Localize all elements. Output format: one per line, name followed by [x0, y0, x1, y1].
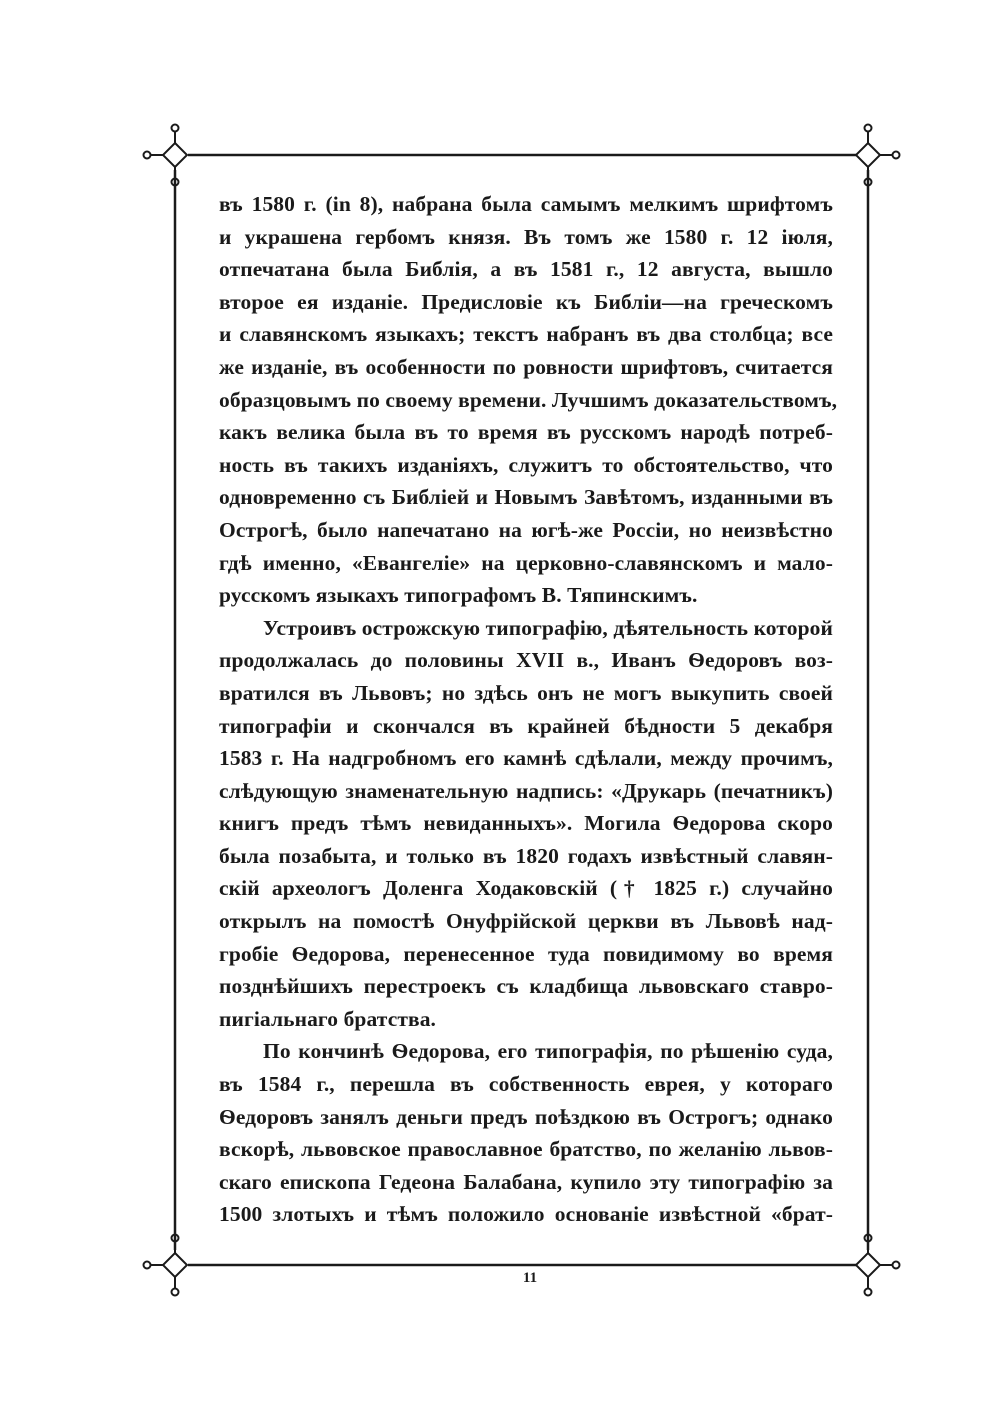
text-line: русскомъ языкахъ типографомъ В. Тяпинскимъ. — [219, 583, 698, 608]
text-line: позднѣйшихъ перестроекъ съ кладбища львовскаго ставро- — [219, 974, 833, 999]
text-line: въ 1584 г., перешла въ собственность еврея, у котораго — [219, 1072, 833, 1097]
text-line: 1500 злотыхъ и тѣмъ положило основаніе извѣстной «брат- — [219, 1202, 833, 1227]
text-line: слѣдующую знаменательную надпись: «Друкарь (печатникъ) — [219, 778, 833, 803]
text-line: пигіальнаго братства. — [219, 1006, 437, 1031]
text-line: Острогѣ, было напечатано на югѣ-же Россіи, но неизвѣстно — [219, 517, 833, 542]
paragraph-1 — [219, 188, 838, 612]
fleuron-corner-icon — [144, 125, 188, 186]
text-line: вратился въ Львовъ; но здѣсь онъ не могъ выкупить своей — [219, 680, 833, 705]
fleuron-corner-icon — [144, 1235, 188, 1296]
text-line: одновременно съ Библіей и Новымъ Завѣтомъ, изданными въ — [219, 485, 833, 510]
body-text — [219, 188, 838, 1231]
text-line: была позабыта, и только въ 1820 годахъ извѣстный славян- — [219, 843, 833, 868]
fleuron-corner-icon — [856, 1235, 900, 1296]
text-line: образцовымъ по своему времени. Лучшимъ доказательствомъ, — [219, 387, 838, 412]
text-line: второе ея изданіе. Предисловіе къ Библіи—на греческомъ — [219, 289, 833, 314]
text-line: скаго епископа Гедеона Балабана, купило эту типографію за — [219, 1169, 833, 1194]
text-line: гдѣ именно, «Евангеліе» на церковно-славянскомъ и мало- — [219, 550, 833, 575]
page-number: 11 — [522, 1270, 538, 1286]
text-line: типографіи и скончался въ крайней бѣдности 5 декабря — [219, 713, 833, 738]
paragraph-2 — [219, 612, 833, 1036]
text-line: и украшена гербомъ князя. Въ томъ же 1580 г. 12 іюля, — [219, 224, 833, 249]
text-line: ность въ такихъ изданіяхъ, служитъ то обстоятельство, что — [219, 452, 833, 477]
text-line: 1583 г. На надгробномъ его камнѣ сдѣлали, между прочимъ, — [219, 746, 833, 771]
text-line: отпечатана была Библія, а въ 1581 г., 12 августа, вышло — [219, 257, 833, 282]
text-line: въ 1580 г. (in 8), набрана была самымъ мелкимъ шрифтомъ — [219, 192, 833, 216]
text-line: открылъ на помостѣ Онуфрійской церкви въ Львовѣ над- — [219, 909, 833, 934]
text-line: вскорѣ, львовское православное братство, по желанію львов- — [219, 1137, 833, 1162]
fleuron-corner-icon — [856, 125, 900, 186]
paragraph-3 — [219, 1035, 833, 1231]
text-line: же изданіе, въ особенности по ровности шрифтовъ, считается — [219, 354, 833, 379]
text-line: Устроивъ острожскую типографію, дѣятельность которой — [263, 615, 833, 640]
text-line: гробіе Ѳедорова, перенесенное туда повидимому во время — [219, 941, 833, 966]
text-line: книгъ предъ тѣмъ невиданныхъ». Могила Ѳедорова скоро — [219, 811, 833, 836]
text-line: и славянскомъ языкахъ; текстъ набранъ въ два столбца; все — [219, 322, 833, 347]
text-line: скій археологъ Доленга Ходаковскій († 1825 г.) случайно — [219, 876, 833, 901]
text-line: какъ велика была въ то время въ русскомъ народѣ потреб- — [219, 420, 833, 445]
text-line: По кончинѣ Ѳедорова, его типографія, по рѣшенію суда, — [263, 1039, 833, 1064]
text-line: продолжалась до половины XVII в., Иванъ Ѳедоровъ воз- — [219, 648, 833, 673]
text-line: Ѳедоровъ занялъ деньги предъ поѣздкою въ Острогъ; однако — [219, 1104, 833, 1129]
